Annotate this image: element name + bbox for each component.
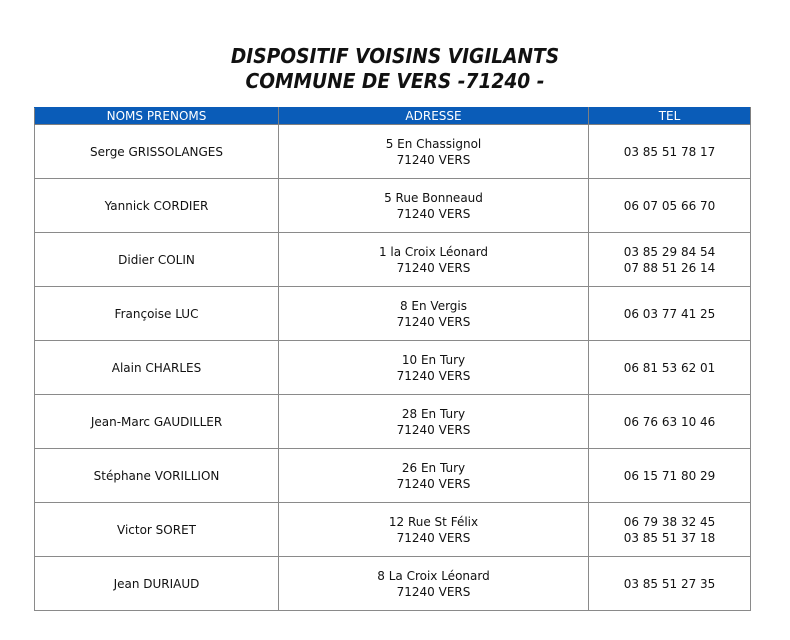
tel-line2: 03 85 51 37 18 xyxy=(623,530,716,545)
table-row xyxy=(35,395,751,449)
column-header-address: ADRESSE xyxy=(279,108,589,125)
address-line2: 71240 VERS xyxy=(396,476,471,491)
address-line2: 71240 VERS xyxy=(396,530,471,545)
tel-cell xyxy=(589,233,751,287)
document-title: DISPOSITIF VOISINS VIGILANTS xyxy=(230,44,560,68)
tel-cell xyxy=(589,395,751,449)
tel-cell xyxy=(589,125,751,179)
address-line2: 71240 VERS xyxy=(396,152,471,167)
address-cell xyxy=(279,557,589,611)
tel-line2: 07 88 51 26 14 xyxy=(623,260,716,275)
name-text: Didier COLIN xyxy=(118,252,195,267)
address-cell xyxy=(279,449,589,503)
address-line2: 71240 VERS xyxy=(396,584,471,599)
name-cell xyxy=(35,395,279,449)
name-cell xyxy=(35,449,279,503)
column-header-tel: TEL xyxy=(589,108,751,125)
tel-line1: 06 07 05 66 70 xyxy=(623,198,716,213)
address-cell xyxy=(279,395,589,449)
table-row xyxy=(35,287,751,341)
name-cell xyxy=(35,341,279,395)
tel-cell xyxy=(589,179,751,233)
address-line1: 12 Rue St Félix xyxy=(388,514,479,529)
address-cell xyxy=(279,341,589,395)
address-cell xyxy=(279,503,589,557)
name-text: Alain CHARLES xyxy=(111,360,202,375)
table-row xyxy=(35,503,751,557)
address-line2: 71240 VERS xyxy=(396,206,471,221)
address-line2: 71240 VERS xyxy=(396,260,471,275)
table-row xyxy=(35,449,751,503)
tel-cell xyxy=(589,557,751,611)
address-line2: 71240 VERS xyxy=(396,368,471,383)
tel-line1: 06 15 71 80 29 xyxy=(623,468,716,483)
address-cell xyxy=(279,125,589,179)
address-line2: 71240 VERS xyxy=(396,314,471,329)
column-header-names: NOMS PRENOMS xyxy=(35,108,279,125)
address-line1: 5 En Chassignol xyxy=(385,136,482,151)
table-row xyxy=(35,125,751,179)
name-cell xyxy=(35,503,279,557)
table-header-row xyxy=(35,108,751,125)
tel-cell xyxy=(589,341,751,395)
table-row xyxy=(35,233,751,287)
name-text: Jean-Marc GAUDILLER xyxy=(90,414,223,429)
tel-cell xyxy=(589,503,751,557)
address-line2: 71240 VERS xyxy=(396,422,471,437)
name-cell xyxy=(35,233,279,287)
tel-cell xyxy=(589,287,751,341)
tel-line1: 03 85 29 84 54 xyxy=(623,244,716,259)
tel-line1: 06 76 63 10 46 xyxy=(623,414,716,429)
name-cell xyxy=(35,125,279,179)
table-row xyxy=(35,179,751,233)
name-text: Yannick CORDIER xyxy=(104,198,209,213)
address-line1: 5 Rue Bonneaud xyxy=(384,190,483,205)
table-row xyxy=(35,557,751,611)
address-line1: 1 la Croix Léonard xyxy=(378,244,489,259)
address-line1: 28 En Tury xyxy=(401,406,466,421)
address-line1: 8 En Vergis xyxy=(399,298,468,313)
tel-line1: 03 85 51 27 35 xyxy=(623,576,716,591)
name-text: Stéphane VORILLION xyxy=(93,468,220,483)
name-text: Françoise LUC xyxy=(114,306,199,321)
tel-line1: 06 81 53 62 01 xyxy=(623,360,716,375)
address-cell xyxy=(279,233,589,287)
address-line1: 8 La Croix Léonard xyxy=(377,568,490,583)
tel-line1: 06 79 38 32 45 xyxy=(623,514,716,529)
address-cell xyxy=(279,287,589,341)
tel-line1: 06 03 77 41 25 xyxy=(623,306,716,321)
address-line1: 10 En Tury xyxy=(401,352,466,367)
address-line1: 26 En Tury xyxy=(401,460,466,475)
name-cell xyxy=(35,179,279,233)
name-cell xyxy=(35,287,279,341)
name-text: Jean DURIAUD xyxy=(113,576,200,591)
neighbors-table xyxy=(34,107,751,611)
table-row xyxy=(35,341,751,395)
document-subtitle: COMMUNE DE VERS -71240 - xyxy=(245,69,545,93)
tel-line1: 03 85 51 78 17 xyxy=(623,144,716,159)
name-cell xyxy=(35,557,279,611)
name-text: Victor SORET xyxy=(117,522,196,537)
name-text: Serge GRISSOLANGES xyxy=(89,144,224,159)
address-cell xyxy=(279,179,589,233)
tel-cell xyxy=(589,449,751,503)
